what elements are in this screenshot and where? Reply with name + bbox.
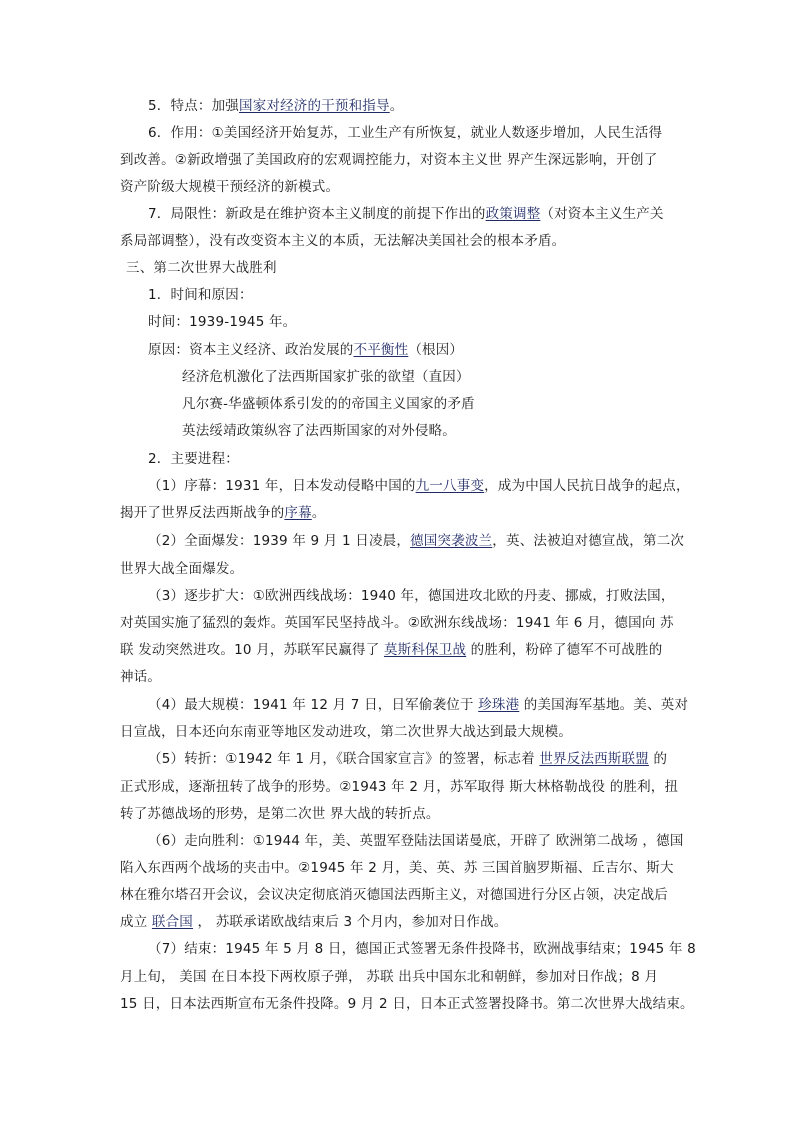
text-run: 系局部调整），没有改变资本主义的本质，无法解决美国社会的根本矛盾。 (120, 233, 566, 249)
text-run: 成立 (120, 914, 152, 930)
text-run: 15 日，日本法西斯宣布无条件投降。9 月 2 日，日本正式签署投降书。第二次世界大战结束。 (120, 996, 694, 1012)
text-line (148, 940, 696, 958)
text-line (120, 968, 658, 986)
text-run: 经济危机激化了法西斯国家扩张的欲望（直因） (182, 369, 470, 385)
text-line (120, 913, 507, 931)
text-run: 正式形成，逐渐扭转了战争的形势。②1943 年 2 月，苏军取得 斯大林格勒战役 的胜利，扭 (120, 779, 679, 795)
text-run: 的胜利，粉碎了德军不可战胜的 (466, 642, 663, 658)
text-run: 时间：1939-1945 年。 (148, 314, 297, 330)
text-run: （根因） (408, 342, 464, 358)
text-run: 世界大战全面爆发。 (120, 561, 244, 577)
text-line (120, 504, 326, 522)
text-line (120, 232, 565, 250)
text-line (182, 395, 475, 413)
text-line (148, 450, 239, 468)
underlined-term: 世界反法西斯联盟 (539, 751, 649, 767)
text-run: 的美国海军基地。美、英对 (519, 697, 689, 713)
underlined-term: 珍珠港 (478, 697, 520, 713)
text-line (126, 259, 277, 277)
underlined-term: 德国突袭波兰 (410, 533, 493, 549)
text-line (148, 587, 675, 605)
text-run: 6．作用：①美国经济开始复苏，工业生产有所恢复，就业人数逐步增加，人民生活得 (148, 125, 663, 141)
text-run: 月上旬， 美国 在日本投下两枚原子弹， 苏联 出兵中国东北和朝鲜，参加对日作战；8 月 (120, 969, 659, 985)
text-line (120, 560, 243, 578)
text-run: （5）转折：①1942 年 1 月，《联合国家宣言》的签署，标志着 (148, 751, 540, 767)
text-run: 揭开了世界反法西斯战争的 (120, 505, 285, 521)
text-line (120, 805, 440, 823)
text-run: 。 (311, 505, 326, 521)
text-line (120, 859, 674, 877)
text-line (148, 97, 403, 115)
text-line (120, 151, 657, 169)
text-run: （1）序幕：1931 年，日本发动侵略中国的 (148, 478, 416, 494)
text-run: （2）全面爆发：1939 年 9 月 1 日凌晨， (148, 533, 411, 549)
text-line (148, 341, 463, 359)
text-run: 原因：资本主义经济、政治发展的 (148, 342, 354, 358)
text-run: 1．时间和原因： (148, 287, 253, 303)
text-run: 资产阶级大规模干预经济的新模式。 (120, 179, 340, 195)
text-line (120, 178, 339, 196)
text-run: 2．主要进程： (148, 451, 239, 467)
text-run: 的 (648, 751, 668, 767)
text-run: （对资本主义生产关 (540, 206, 664, 222)
text-line (148, 532, 684, 550)
text-run: 7．局限性：新政是在维护资本主义制度的前提下作出的 (148, 206, 486, 222)
underlined-term: 国家对经济的干预和指导 (239, 98, 390, 114)
text-line (182, 368, 470, 386)
text-run: 三、第二次世界大战胜利 (126, 260, 277, 276)
text-run: 凡尔赛-华盛顿体系引发的的帝国主义国家的矛盾 (182, 396, 475, 412)
underlined-term: 联合国 (151, 914, 194, 930)
text-line (148, 286, 253, 304)
text-run: ，英、法被迫对德宣战，第二次 (492, 533, 685, 549)
text-run: 联 发动突然进攻。10 月，苏联军民赢得了 (120, 642, 384, 658)
text-line (148, 696, 688, 714)
text-run: 林在雅尔塔召开会议，会议决定彻底消灭德国法西斯主义，对德国进行分区占领，决定战后 (120, 887, 668, 903)
text-run: （7）结束：1945 年 5 月 8 日，德国正式签署无条件投降书，欧洲战事结束；1945 年 8 (148, 941, 696, 957)
text-line (148, 124, 662, 142)
text-run: 到改善。②新政增强了美国政府的宏观调控能力，对资本主义世 界产生深远影响，开创了 (120, 152, 658, 168)
text-line (148, 205, 664, 223)
text-line (120, 778, 678, 796)
text-run: 陷入东西两个战场的夹击中。②1945 年 2 月，美、英、苏 三国首脑罗斯福、丘吉尔、斯大 (120, 860, 674, 876)
text-line (148, 313, 296, 331)
text-run: （6）走向胜利：①1944 年，美、英盟军登陆法国诺曼底，开辟了 欧洲第二战场 ，德国 (148, 833, 684, 849)
text-run: 英法绥靖政策纵容了法西斯国家的对外侵略。 (182, 423, 456, 439)
text-run: 神话。 (120, 669, 162, 685)
underlined-term: 莫斯科保卫战 (383, 642, 467, 658)
underlined-term: 序幕 (284, 505, 312, 521)
text-run: 对英国实施了猛烈的轰炸。英国军民坚持战斗。②欧洲东线战场：1941 年 6 月，德国向 苏 (120, 615, 674, 631)
text-line (120, 641, 662, 659)
text-run: 日宣战，日本还向东南亚等地区发动进攻，第二次世界大战达到最大规模。 (120, 724, 573, 740)
text-line (120, 723, 572, 741)
underlined-term: 不平衡性 (353, 342, 409, 358)
underlined-term: 九一八事变 (415, 478, 485, 494)
text-line (120, 995, 694, 1013)
text-run: ，成为中国人民抗日战争的起点， (484, 478, 690, 494)
text-run: 5．特点：加强 (148, 98, 239, 114)
text-line (182, 422, 456, 440)
text-run: 。 (389, 98, 404, 114)
text-run: 转了苏德战场的形势，是第二次世 界大战的转折点。 (120, 806, 440, 822)
text-line (120, 668, 161, 686)
underlined-term: 政策调整 (485, 206, 541, 222)
text-run: （3）逐步扩大：①欧洲西线战场：1940 年，德国进攻北欧的丹麦、挪威，打败法国， (148, 588, 675, 604)
text-line (148, 832, 684, 850)
text-run: ， 苏联承诺欧战结束后 3 个月内，参加对日作战。 (193, 914, 508, 930)
text-line (148, 477, 690, 495)
text-run: （4）最大规模：1941 年 12 月 7 日，日军偷袭位于 (148, 697, 479, 713)
text-line (120, 886, 668, 904)
text-line (120, 614, 674, 632)
text-line (148, 750, 667, 768)
